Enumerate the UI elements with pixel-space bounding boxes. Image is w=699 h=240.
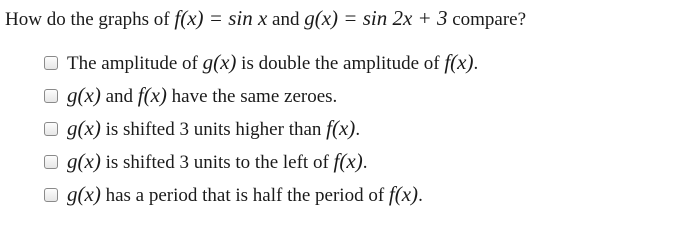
question-prefix: How do the graphs of <box>5 9 175 30</box>
math-f-of-x: f(x) <box>137 82 167 107</box>
option-3[interactable] <box>44 112 478 145</box>
option-2[interactable] <box>44 79 478 112</box>
question-text <box>5 6 526 32</box>
option-text <box>67 149 367 175</box>
option-text-part: . <box>362 151 368 173</box>
math-f-of-x: f(x) <box>388 181 419 206</box>
math-f-of-x: f(x) <box>326 115 356 140</box>
option-text <box>67 182 423 208</box>
math-g-of-x: g(x) <box>202 49 237 74</box>
option-text-part: The amplitude of <box>67 52 203 74</box>
question-and: and <box>267 9 305 30</box>
option-text-part: is double the amplitude of <box>236 52 445 74</box>
option-text <box>67 116 360 142</box>
math-g-of-x: g(x) <box>67 115 101 140</box>
option-text-part: . <box>473 52 479 74</box>
checkbox[interactable] <box>44 188 58 202</box>
checkbox[interactable] <box>44 56 58 70</box>
checkbox[interactable] <box>44 89 58 103</box>
math-f-of-x: f(x) <box>333 148 363 173</box>
option-text-part: have the same zeroes. <box>166 85 338 107</box>
option-text-part: and <box>100 85 138 107</box>
option-4[interactable] <box>44 145 478 178</box>
question-suffix: compare? <box>447 9 527 30</box>
option-text-part: is shifted 3 units to the left of <box>100 151 334 173</box>
math-g-of-x: g(x) <box>67 181 101 206</box>
option-text-part: has a period that is half the period of <box>100 184 389 206</box>
math-g-of-x: g(x) <box>67 148 101 173</box>
math-g-of-x: g(x) <box>67 82 101 107</box>
checkbox[interactable] <box>44 122 58 136</box>
math-f-of-x: f(x) <box>444 49 474 74</box>
option-text <box>67 50 478 76</box>
g-definition: g(x) = sin 2x + 3 <box>304 6 448 30</box>
option-5[interactable] <box>44 178 478 211</box>
option-text-part: . <box>355 118 361 140</box>
option-text <box>67 83 337 109</box>
answer-options <box>44 46 478 211</box>
option-1[interactable] <box>44 46 478 79</box>
checkbox[interactable] <box>44 155 58 169</box>
option-text-part: . <box>418 184 423 206</box>
option-text-part: is shifted 3 units higher than <box>100 118 327 140</box>
f-definition: f(x) = sin x <box>174 6 268 30</box>
